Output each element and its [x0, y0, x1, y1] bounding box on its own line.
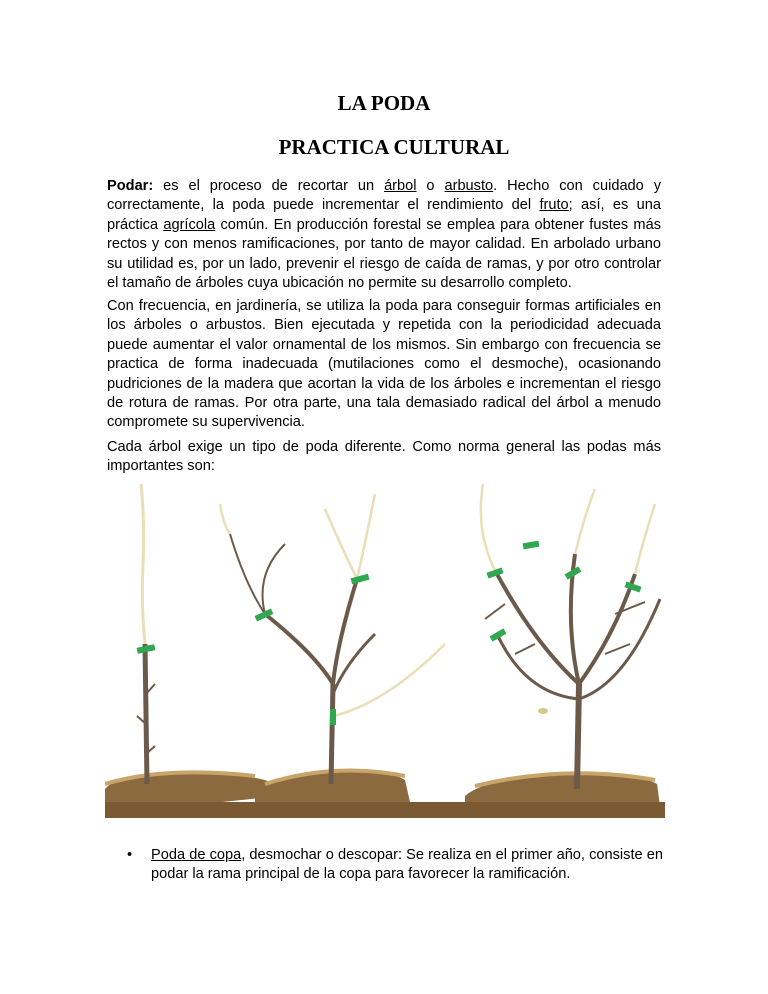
link-fruto[interactable]: fruto [539, 197, 569, 214]
paragraph-text: ; así, es una práctica [107, 197, 661, 233]
pruning-trees-illustration [105, 484, 665, 828]
paragraph-text: o [416, 178, 445, 194]
term-podar: Podar: [107, 178, 154, 194]
paragraph-jardineria: Con frecuencia, en jardinería, se utiliza la poda para conseguir formas artificiales en los árboles o arbustos. Bien ejecutada y repetida con la periodicidad adecuada puede aumentar el valor ornamental de los mismos. Sin embargo con frecuencia se practica de forma inadecuada (mutilaciones como el desmoche), ocasionando pudriciones de la madera que acortan la vida de los árboles e incrementan el riesgo de rotura de ramas. Por otra parte, una tala demasiado radical del árbol a menudo compromete su supervivencia. [107, 298, 661, 431]
bullet-symbol: • [127, 847, 133, 863]
link-poda-de-copa[interactable]: Poda de copa [151, 847, 242, 863]
paragraph-definition [107, 177, 661, 293]
link-arbol[interactable]: árbol [384, 178, 417, 194]
paragraph-text: es el proceso de recortar un [153, 178, 385, 194]
paragraph-tipos-poda: Cada árbol exige un tipo de poda diferente. Como norma general las podas más importantes son: [107, 439, 661, 475]
link-arbusto[interactable]: arbusto [444, 178, 494, 194]
tree-whip [137, 484, 156, 784]
tree-young [220, 494, 445, 784]
soil-mounds [105, 770, 665, 818]
paragraph-text: . Hecho con cuidado y correctamente, la poda puede incrementar el rendimiento del [107, 178, 661, 214]
paragraph-text: común. En producción forestal se emplea para obtener fustes más rectos y con menos ramificaciones, por tanto de mayor calidad. En arbolado urbano su utilidad es, por un lado, prevenir el riesgo de caída de ramas, y por otro controlar el tamaño de árboles cuya ubicación no permite su desarrollo completo. [107, 216, 662, 292]
link-agricola[interactable]: agrícola [163, 216, 216, 233]
document-title: LA PODA [337, 91, 431, 115]
bullet-body: , desmochar o descopar: Se realiza en el primer año, consiste en podar la rama principal de la copa para favorecer la ramificación. [151, 847, 663, 883]
document-subtitle: PRACTICA CULTURAL [278, 135, 510, 159]
tree-mature [481, 484, 660, 789]
bullet-text [151, 846, 663, 885]
